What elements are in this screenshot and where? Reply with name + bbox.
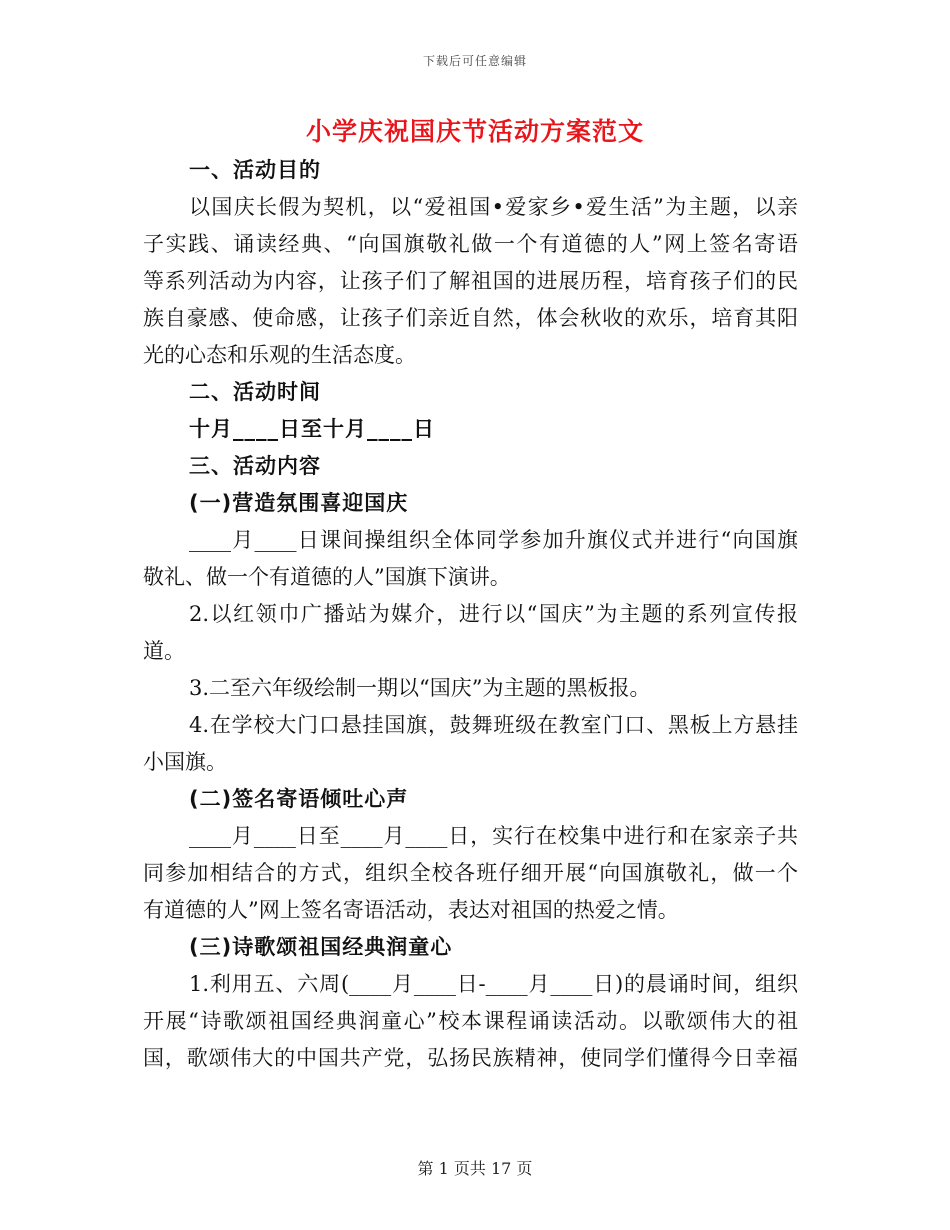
paragraph-line: 4.在学校大门口悬挂国旗，鼓舞班级在教室门口、黑板上方悬挂 <box>189 713 798 737</box>
paragraph-line: 同参加相结合的方式，组织全校各班仔细开展“向国旗敬礼，做一个 <box>143 861 798 885</box>
paragraph-line: 开展“诗歌颂祖国经典润童心”校本课程诵读活动。以歌颂伟大的祖 <box>143 1009 798 1033</box>
paragraph-line: 小国旗。 <box>143 750 227 774</box>
paragraph-line: 以国庆长假为契机，以“爱祖国•爱家乡•爱生活”为主题，以亲 <box>189 195 798 219</box>
paragraph-line: 道。 <box>143 639 185 663</box>
document-body <box>143 152 798 1077</box>
section-heading: (二)签名寄语倾吐心声 <box>189 787 409 811</box>
page-footer: 第 1 页共 17 页 <box>417 1159 533 1178</box>
paragraph-line: 敬礼、做一个有道德的人”国旗下演讲。 <box>143 565 511 589</box>
document-title: 小学庆祝国庆节活动方案范文 <box>305 117 644 146</box>
paragraph-line: 3.二至六年级绘制一期以“国庆”为主题的黑板报。 <box>189 676 651 700</box>
paragraph-line: 2.以红领巾广播站为媒介，进行以“国庆”为主题的系列宣传报 <box>189 602 798 626</box>
section-heading: 二、活动时间 <box>189 380 321 404</box>
section-heading: 十月____日至十月____日 <box>189 417 435 441</box>
section-heading: (三)诗歌颂祖国经典润童心 <box>189 935 453 959</box>
paragraph-line: 光的心态和乐观的生活态度。 <box>143 343 416 367</box>
paragraph-line: 有道德的人”网上签名寄语活动，表达对祖国的热爱之情。 <box>143 898 679 922</box>
section-heading: 三、活动内容 <box>189 454 321 478</box>
header-note: 下载后可任意编辑 <box>422 54 527 68</box>
paragraph-line: 等系列活动为内容，让孩子们了解祖国的进展历程，培育孩子们的民 <box>143 269 798 293</box>
paragraph-line: ____月____日至____月____日，实行在校集中进行和在家亲子共 <box>189 824 798 848</box>
section-heading: (一)营造氛围喜迎国庆 <box>189 491 409 515</box>
paragraph-line: 国，歌颂伟大的中国共产党，弘扬民族精神，使同学们懂得今日幸福 <box>143 1046 798 1070</box>
section-heading: 一、活动目的 <box>189 158 321 182</box>
paragraph-line: 子实践、诵读经典、“向国旗敬礼做一个有道德的人”网上签名寄语 <box>143 232 798 256</box>
paragraph-line: 1.利用五、六周(____月____日-____月____日)的晨诵时间，组织 <box>189 972 798 996</box>
paragraph-line: ____月____日课间操组织全体同学参加升旗仪式并进行“向国旗 <box>189 528 798 552</box>
paragraph-line: 族自豪感、使命感，让孩子们亲近自然，体会秋收的欢乐，培育其阳 <box>143 306 798 330</box>
